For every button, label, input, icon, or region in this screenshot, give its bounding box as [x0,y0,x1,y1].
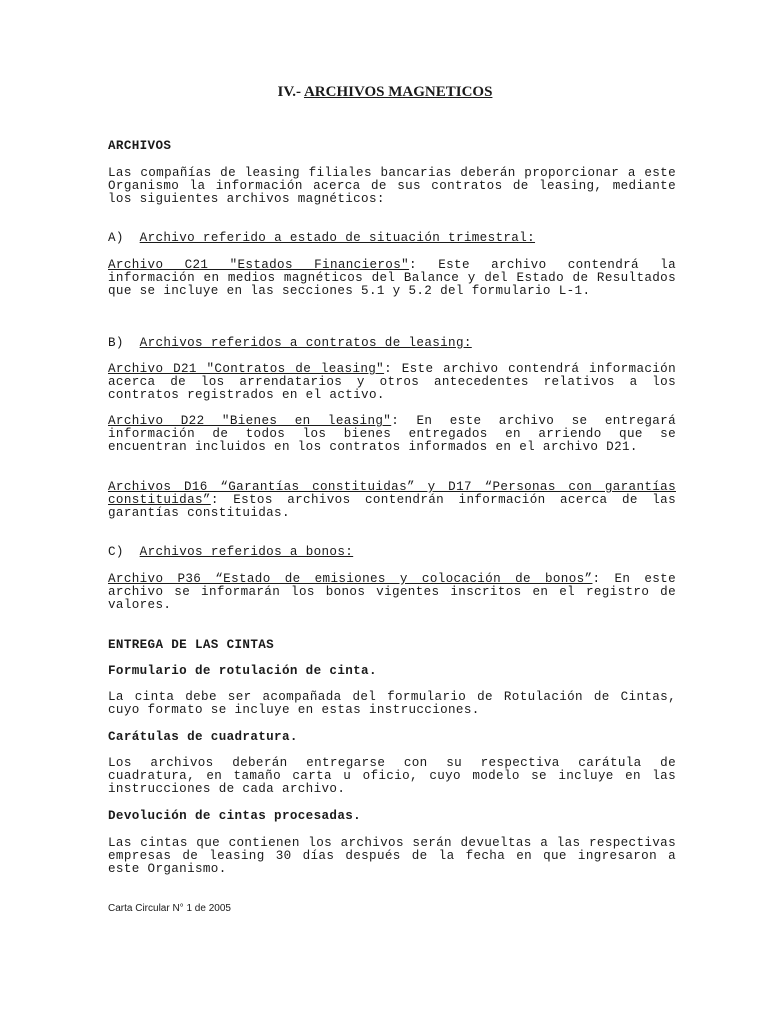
intro-paragraph: Las compañías de leasing filiales bancarias deberán proporcionar a este Organismo la información acerca de sus contratos de leasing, mediante los siguientes archivos magnéticos: [108,166,676,207]
p36-text: : En este archivo se informarán los bonos vigentes inscritos en el registro de valores. [108,572,676,613]
d22-paragraph [108,415,676,455]
d21-label: Archivo D21 "Contratos de leasing" [108,362,385,376]
page-footer: Carta Circular N° 1 de 2005 [108,903,231,914]
section-a-label: Archivo referido a estado de situación trimestral: [139,231,536,245]
section-b-prefix: B) [108,336,124,350]
d21-text: : Este archivo contendrá información acerca de los arrendatarios y otros antecedentes relativos a los contratos registrados en el activo. [108,362,676,403]
title-main: ARCHIVOS MAGNETICOS [303,84,493,100]
devolucion-heading: Devolución de cintas procesadas. [108,809,362,823]
p36-paragraph [108,573,676,613]
entrega-heading: ENTREGA DE LAS CINTAS [108,638,275,652]
title-prefix: IV.- [277,84,304,100]
section-c-prefix: C) [108,545,124,559]
caratulas-paragraph: Los archivos deberán entregarse con su respectiva carátula de cuadratura, en tamaño carta u oficio, cuyo modelo se incluye en las instrucciones de cada archivo. [108,756,676,797]
section-a-prefix: A) [108,231,124,245]
archivos-heading: ARCHIVOS [108,139,172,153]
d22-label: Archivo D22 "Bienes en leasing" [108,414,392,428]
d22-text: : En este archivo se entregará información de todos los bienes entregados en arriendo que se encuentran incluidos en los contratos informados en el archivo D21. [108,414,676,455]
c21-label: Archivo C21 "Estados Financieros" [108,258,410,272]
devolucion-paragraph: Las cintas que contienen los archivos serán devueltas a las respectivas empresas de leasing 30 días después de la fecha en que ingresaron a este Organismo. [108,836,676,877]
formulario-heading: Formulario de rotulación de cinta. [108,664,377,678]
d16-d17-label: Archivos D16 “Garantías constituidas” y D17 “Personas con garantías constituidas” [108,480,676,508]
d16-d17-text: : Estos archivos contendrán información acerca de las garantías constituidas. [108,493,676,521]
section-a-heading [108,232,676,245]
page-title [0,84,770,101]
section-c-label: Archivos referidos a bonos: [139,545,354,559]
caratulas-heading: Carátulas de cuadratura. [108,730,298,744]
c21-paragraph [108,259,676,299]
d16-d17-paragraph [108,481,676,521]
section-c-heading [108,546,676,559]
c21-text: : Este archivo contendrá la información en medios magnéticos del Balance y del Estado de Resultados que se incluye en las secciones 5.1 y 5.2 del formulario L-1. [108,258,676,299]
formulario-paragraph: La cinta debe ser acompañada del formulario de Rotulación de Cintas, cuyo formato se incluye en estas instrucciones. [108,690,676,718]
section-b-heading [108,337,676,350]
section-b-label: Archivos referidos a contratos de leasing: [139,336,472,350]
d21-paragraph [108,363,676,403]
p36-label: Archivo P36 “Estado de emisiones y colocación de bonos” [108,572,593,586]
